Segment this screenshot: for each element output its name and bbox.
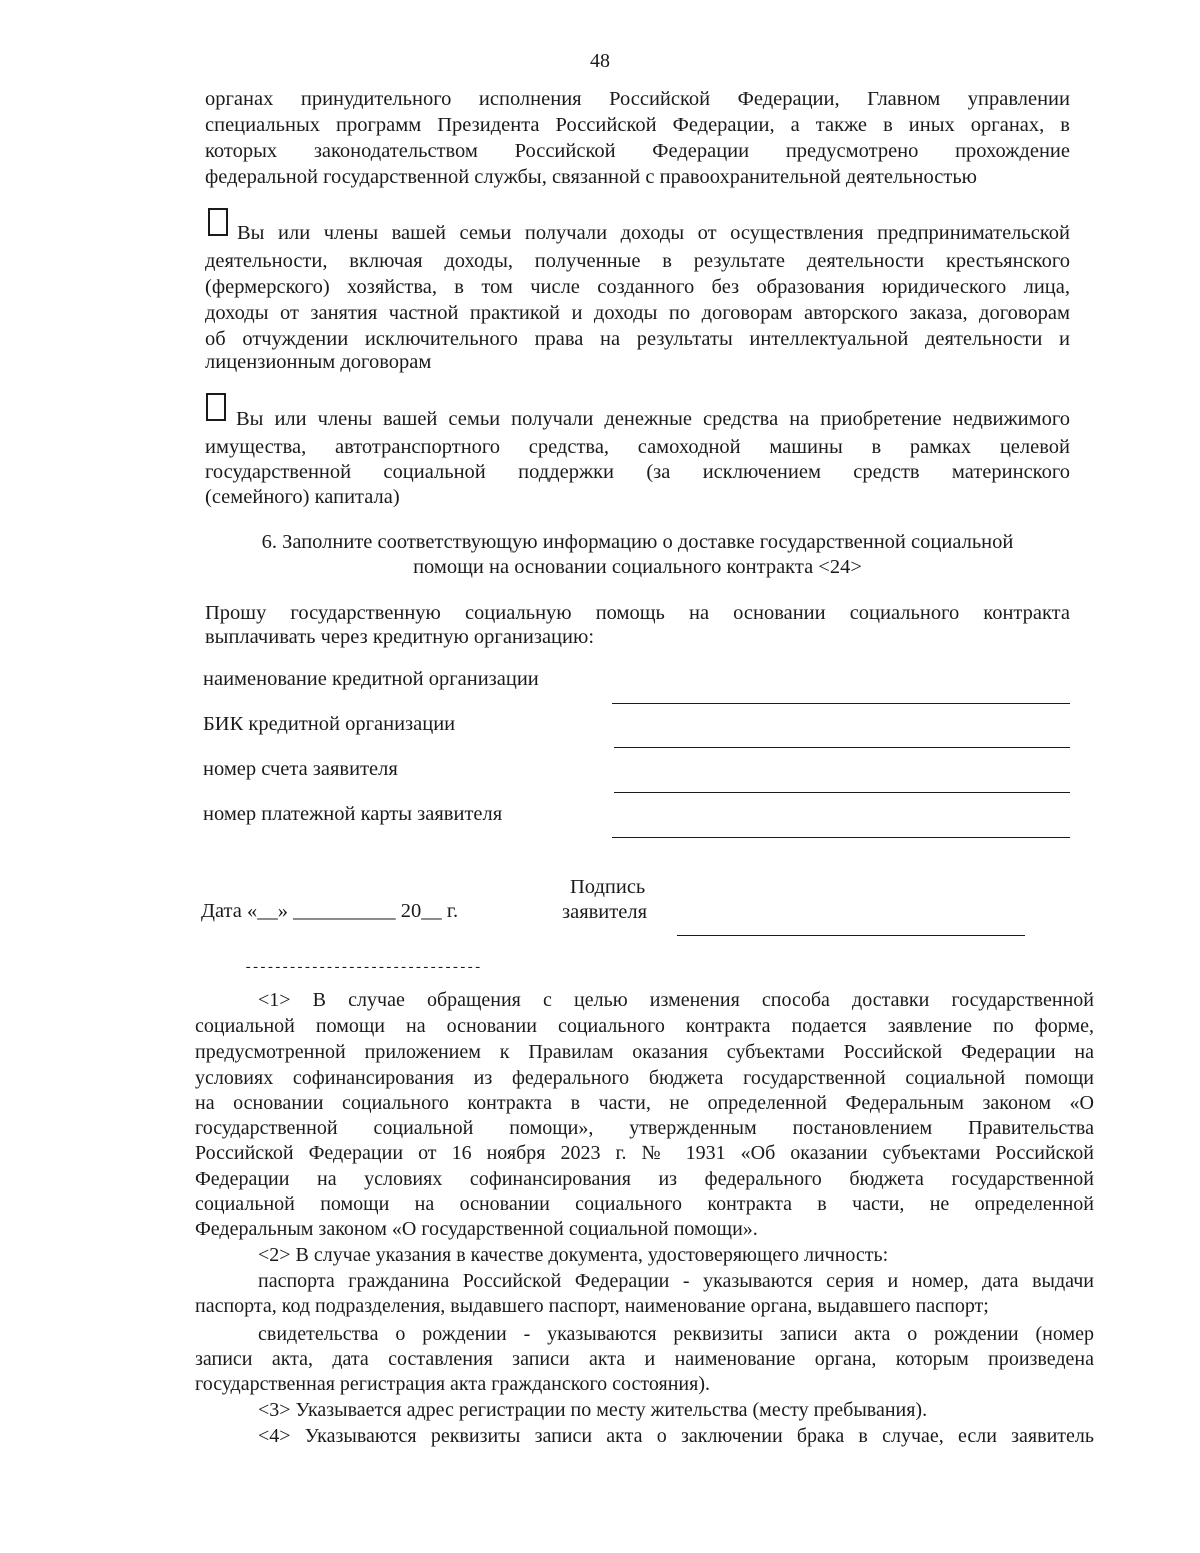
footnote-1-line: условиях софинансирования из федерального бюджета государственной социальной помощи (195, 1067, 1094, 1089)
request-text: выплачивать через кредитную организацию: (205, 626, 595, 648)
footnote-1-line: социальной помощи на основании социального контракта подается заявление по форме, (195, 1015, 1094, 1037)
checkbox-item-line: доходы от занятия частной практикой и доходы по договорам авторского заказа, договорам (205, 302, 1070, 324)
checkbox-item-line: государственной социальной поддержки (за исключением средств материнского (205, 461, 1070, 483)
bank-name-field[interactable] (612, 703, 1070, 704)
page-number: 48 (590, 50, 610, 72)
checkbox-item-line: Вы или члены вашей семьи получали доходы от осуществления предпринимательской (237, 222, 1070, 244)
request-text: Прошу государственную социальную помощь на основании социального контракта (205, 602, 1070, 624)
signature-line[interactable] (677, 935, 1025, 936)
footnote-1-line: <1> В случае обращения с целью изменения способа доставки государственной (258, 989, 1094, 1011)
footnote-2-intro: <2> В случае указания в качестве документа, удостоверяющего личность: (258, 1244, 889, 1266)
footnote-separator: -------------------------------- (244, 960, 481, 976)
signature-label: заявителя (562, 901, 647, 923)
checkbox-item-line: (фермерского) хозяйства, в том числе созданного без образования юридического лица, (205, 276, 1070, 298)
footnote-1-line: Российской Федерации от 16 ноября 2023 г. № 1931 «Об оказании субъектами Российской (195, 1142, 1094, 1164)
signature-label: Подпись (570, 876, 646, 898)
intro-line: органах принудительного исполнения Российской Федерации, Главном управлении (205, 88, 1070, 110)
bik-label: БИК кредитной организации (203, 713, 456, 735)
account-number-label: номер счета заявителя (203, 758, 398, 780)
intro-line: федеральной государственной службы, связанной с правоохранительной деятельностью (205, 166, 977, 188)
card-number-field[interactable] (612, 837, 1070, 838)
checkbox-item-line: Вы или члены вашей семьи получали денежные средства на приобретение недвижимого (236, 408, 1070, 430)
account-number-field[interactable] (614, 792, 1070, 793)
footnote-1-line: на основании социального контракта в части, не определенной Федеральным законом «О (195, 1092, 1094, 1114)
checkbox-item-line: деятельности, включая доходы, полученные в результате деятельности крестьянского (205, 250, 1070, 272)
checkbox-item-line: имущества, автотранспортного средства, самоходной машины в рамках целевой (205, 436, 1070, 458)
section-heading: 6. Заполните соответствующую информацию о доставке государственной социальной (261, 531, 1014, 553)
footnote-4: <4> Указываются реквизиты записи акта о заключении брака в случае, если заявитель (258, 1425, 1094, 1447)
checkbox-item-line: лицензионным договорам (205, 351, 432, 373)
footnote-1-line: предусмотренной приложением к Правилам оказания субъектами Российской Федерации на (195, 1041, 1094, 1063)
footnote-1-line: социальной помощи на основании социального контракта в части, не определенной (195, 1193, 1094, 1215)
bank-name-label: наименование кредитной организации (203, 668, 539, 690)
business-income-checkbox[interactable] (208, 208, 228, 236)
footnote-2-birth: записи акта, дата составления записи акта и наименование органа, которым произведена (195, 1348, 1094, 1370)
footnote-3: <3> Указывается адрес регистрации по месту жительства (месту пребывания). (258, 1399, 928, 1421)
footnote-1-line: Федерации на условиях софинансирования из федерального бюджета государственной (195, 1168, 1094, 1190)
footnote-2-passport: паспорта, код подразделения, выдавшего паспорт, наименование органа, выдавшего паспорт; (195, 1295, 989, 1317)
intro-line: специальных программ Президента Российской Федерации, а также в иных органах, в (205, 114, 1070, 136)
checkbox-item-line: (семейного) капитала) (205, 486, 400, 508)
footnote-2-passport: паспорта гражданина Российской Федерации - указываются серия и номер, дата выдачи (258, 1270, 1094, 1292)
footnote-2-birth: государственная регистрация акта гражданского состояния). (195, 1373, 710, 1395)
bik-field[interactable] (614, 747, 1070, 748)
footnote-1-line: Федеральным законом «О государственной социальной помощи». (195, 1218, 758, 1240)
state-support-funds-checkbox[interactable] (206, 393, 226, 421)
footnote-2-birth: свидетельства о рождении - указываются реквизиты записи акта о рождении (номер (258, 1323, 1094, 1345)
date-field[interactable]: Дата «__» __________ 20__ г. (201, 900, 459, 922)
card-number-label: номер платежной карты заявителя (203, 803, 503, 825)
section-heading: помощи на основании социального контракта <24> (413, 556, 862, 578)
footnote-1-line: государственной социальной помощи», утвержденным постановлением Правительства (195, 1117, 1094, 1139)
intro-line: которых законодательством Российской Федерации предусмотрено прохождение (205, 140, 1070, 162)
checkbox-item-line: об отчуждении исключительного права на результаты интеллектуальной деятельности и (205, 328, 1070, 350)
